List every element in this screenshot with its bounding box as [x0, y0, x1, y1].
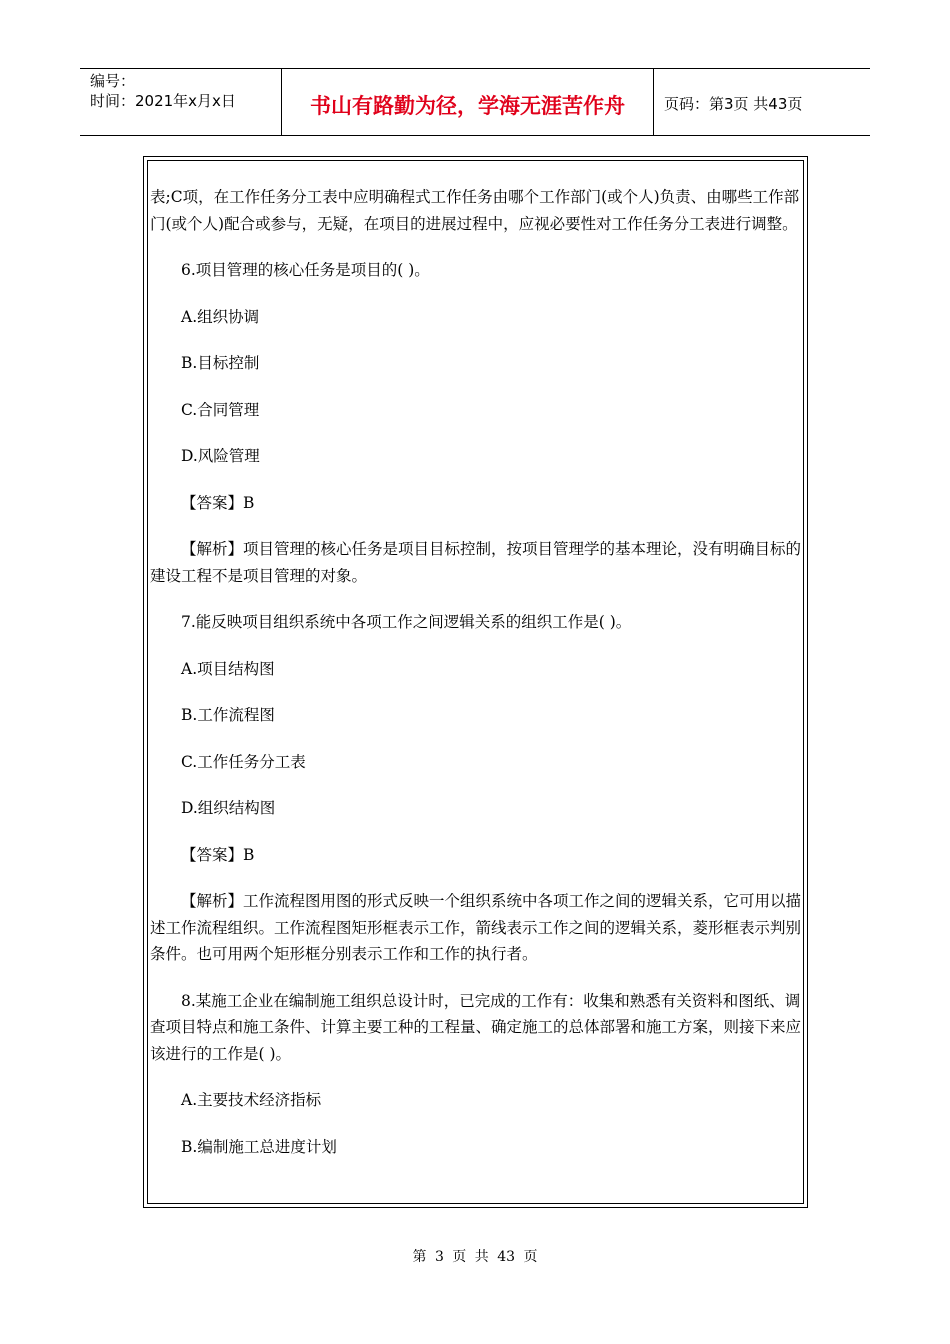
q7-option-c: C.工作任务分工表 [181, 752, 306, 771]
q6-answer: 【答案】B [181, 493, 255, 512]
q6-option-d: D.风险管理 [181, 447, 260, 465]
page-footer: 第 3 页 共 43 页 [412, 1249, 538, 1265]
q7-option-b: B.工作流程图 [181, 706, 275, 724]
header-motto: 书山有路勤为径，学海无涯苦作舟 [282, 69, 654, 135]
q6-option-a: A.组织协调 [181, 307, 260, 326]
serial-label: 编号： [90, 72, 136, 90]
q8-option-b: B.编制施工总进度计划 [181, 1137, 337, 1156]
question-8: 8.某施工企业在编制施工组织总设计时，已完成的工作有：收集和熟悉有关资料和图纸、调查项目特点和施工条件、计算主要工种的工程量、确定施工的总体部署和施工方案，则接下来应该进行的工作是( )。 [150, 991, 802, 1063]
q7-answer: 【答案】B [181, 845, 255, 864]
q7-analysis: 【解析】工作流程图用图的形式反映一个组织系统中各项工作之间的逻辑关系，它可用以描述工作流程组织。工作流程图矩形框表示工作，箭线表示工作之间的逻辑关系，菱形框表示判别条件。也可用两个矩形框分别表示工作和工作的执行者。 [150, 892, 802, 963]
q8-option-a: A.主要技术经济指标 [181, 1091, 322, 1109]
q6-option-c: C.合同管理 [181, 400, 260, 419]
q7-option-a: A.项目结构图 [181, 659, 275, 678]
q7-option-d: D.组织结构图 [181, 799, 276, 817]
page-header [80, 68, 870, 136]
header-page-info: 页码：第3页 共43页 [664, 94, 803, 113]
question-6: 6.项目管理的核心任务是项目的( )。 [181, 261, 430, 279]
q6-option-b: B.目标控制 [181, 354, 260, 372]
date-label: 时间：2021年x月x日 [90, 92, 236, 110]
q6-analysis: 【解析】项目管理的核心任务是项目目标控制，按项目管理学的基本理论，没有明确目标的建设工程不是项目管理的对象。 [150, 540, 802, 585]
question-7: 7.能反映项目组织系统中各项工作之间逻辑关系的组织工作是( )。 [181, 613, 632, 631]
continuation-paragraph: 表;C项，在工作任务分工表中应明确程式工作任务由哪个工作部门(或个人)负责、由哪些工作部门(或个人)配合或参与，无疑，在项目的进展过程中，应视必要性对工作任务分工表进行调整。 [150, 188, 800, 233]
document-body [150, 184, 802, 1160]
header-meta [80, 69, 282, 135]
